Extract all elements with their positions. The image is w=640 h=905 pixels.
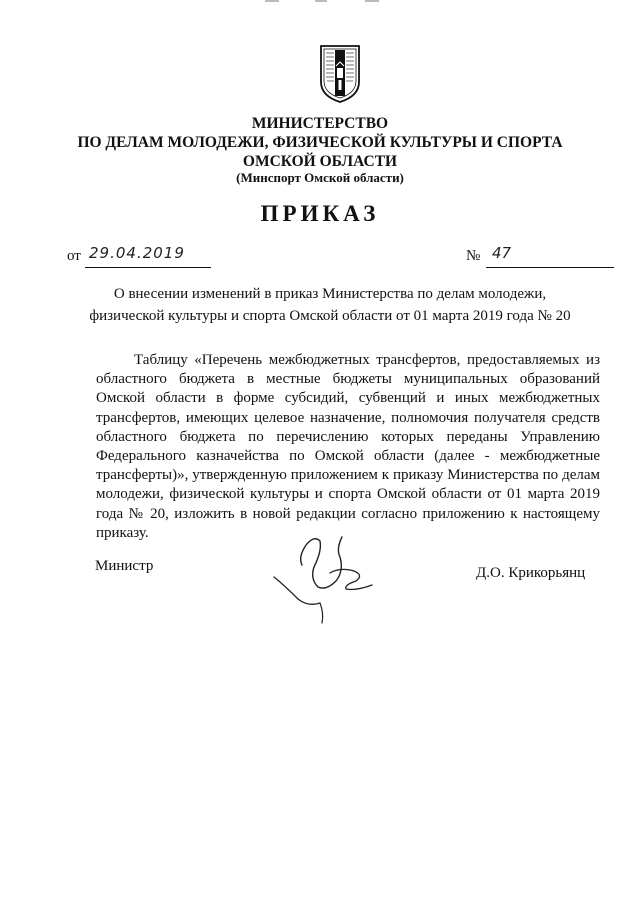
body-paragraph: Таблицу «Перечень межбюджетных трансфертов, предоставляемых из областного бюджета в местные бюджеты муниципальных образований Омской области в форме субсидий, субвенций и иных межбюджетных трансфертов, имеющих целевое назначение, полномочия получателя средств областного бюджета по перечислению которых переданы Управлению Федерального казначейства по Омской области (далее - межбюджетные трансферты)», утвержденную приложением к приказу Министерства по делам молодежи, физической культуры и спорта Омской области от 01 марта 2019 года № 20, изложить в новой редакции согласно приложению к настоящему приказу. xyxy=(96,352,600,541)
signer-title: Министр xyxy=(95,558,154,574)
ministry-name-line2: ПО ДЕЛАМ МОЛОДЕЖИ, ФИЗИЧЕСКОЙ КУЛЬТУРЫ И СПОРТА xyxy=(77,134,563,151)
document-date xyxy=(67,244,185,265)
subject-line1: О внесении изменений в приказ Министерства по делам молодежи, xyxy=(113,286,547,302)
ministry-short-name: (Минспорт Омской области) xyxy=(236,170,404,185)
date-prefix: от xyxy=(67,248,81,264)
document-type-title: ПРИКАЗ xyxy=(260,201,380,226)
number-prefix: № xyxy=(466,248,481,264)
scan-artifact-marks xyxy=(255,0,395,6)
handwritten-signature xyxy=(270,527,380,627)
ministry-name-line3: ОМСКОЙ ОБЛАСТИ xyxy=(242,153,398,170)
omsk-coat-of-arms-icon xyxy=(319,44,361,104)
ministry-name-line1: МИНИСТЕРСТВО xyxy=(251,115,389,132)
handwritten-date: 29.04.2019 xyxy=(89,244,185,262)
document-number xyxy=(466,244,512,265)
handwritten-number: 47 xyxy=(492,244,512,262)
subject-line2: физической культуры и спорта Омской области от 01 марта 2019 года № 20 xyxy=(89,308,571,324)
signer-name: Д.О. Крикорьянц xyxy=(476,565,586,581)
